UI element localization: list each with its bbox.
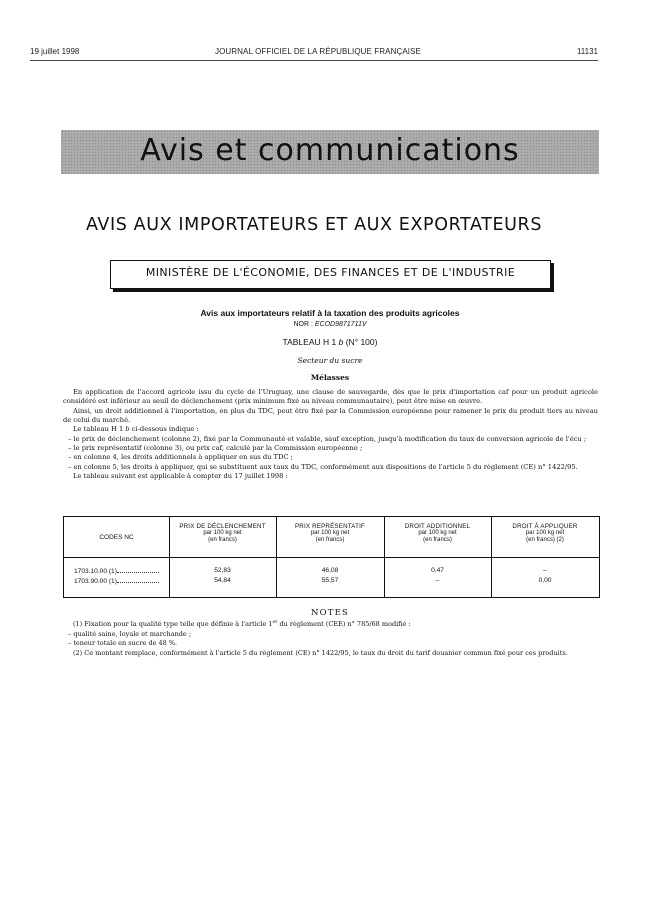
notice-title: Avis aux importateurs relatif à la taxation des produits agricoles — [200, 308, 460, 318]
table-cell-additionnel: – — [435, 577, 440, 584]
para3-suffix: ci-dessous indique : — [131, 425, 199, 434]
note-2: (2) Ce montant remplace, conformément à l'article 5 du règlement (CE) n° 1422/95, le taux du droit du tarif douanier commun fixé pour ces produits. — [73, 648, 568, 657]
table-cell-declenchement: 52,83 — [214, 567, 231, 574]
secteur-heading: Secteur du sucre — [297, 356, 363, 365]
column-title: PRIX DE DÉCLENCHEMENT — [179, 523, 266, 530]
tableau-suffix: (N° 100) — [345, 337, 378, 347]
notice-body — [63, 388, 598, 481]
notes-body — [63, 620, 598, 658]
note-1-prefix: (1) Fixation pour la qualité type telle que définie à l'article 1 — [73, 620, 273, 628]
table-cell-appliquer: – — [543, 567, 547, 574]
note-1 — [63, 620, 598, 630]
bullet-item: – en colonne 5, les droits à appliquer, qui se substituent aux taux du TDC, conformément aux dispositions de l'article 5 du règlement (CE) n° 1422/95. — [68, 462, 578, 471]
note-1-suffix: du règlement (CEE) n° 785/68 modifié : — [279, 620, 411, 628]
leader-dots — [117, 567, 159, 573]
para3-prefix: Le tableau H 1 — [73, 425, 124, 434]
table-cell-code — [74, 567, 159, 575]
section-banner — [61, 130, 599, 174]
body-paragraph-1: En application de l'accord agricole issu du cycle de l'Uruguay, une clause de sauvegarde, dès que le prix d'importation caf pour un produit agricole considéré est inférieur au seuil de déclenchement (prix minimum fixé au niveau communautaire), peut être mise en œuvre. — [63, 388, 598, 406]
bullet-item: – en colonne 4, les droits additionnels à appliquer en sus du TDC ; — [68, 453, 293, 462]
header-rule — [30, 60, 598, 61]
header-journal-title: JOURNAL OFFICIEL DE LA RÉPUBLIQUE FRANÇAISE — [215, 47, 421, 56]
column-title: DROIT À APPLIQUER — [512, 523, 578, 530]
column-header-declenchement — [169, 523, 276, 544]
column-title: PRIX REPRÉSENTATIF — [294, 523, 366, 530]
column-header-codes: CODES NC — [99, 534, 134, 541]
para3-b: b — [125, 425, 130, 434]
nor-label: NOR : — [293, 321, 313, 328]
column-subtitle: par 100 kg net (en francs) — [203, 530, 242, 543]
section-title: AVIS AUX IMPORTATEURS ET AUX EXPORTATEURS — [85, 215, 543, 235]
table-cell-representatif: 46,08 — [321, 567, 339, 574]
code-text: 1703.90.00 (1) — [74, 578, 117, 585]
notes-title: NOTES — [310, 608, 350, 618]
header-date: 19 juillet 1998 — [30, 47, 80, 56]
tableau-heading — [30, 337, 630, 347]
leader-dots — [117, 577, 159, 583]
ministry-box — [110, 260, 551, 289]
nor-code: ECOD9871711V — [314, 321, 367, 328]
banner-title: Avis et communications — [140, 133, 520, 168]
running-header — [30, 47, 598, 61]
bullet-item: – le prix de déclenchement (colonne 2), fixé par la Communauté et valable, sauf exception, jusqu'à modification du taux de conversion agricole de l'écu ; — [68, 434, 587, 443]
column-header-representatif — [276, 523, 384, 544]
tableau-b: b — [338, 337, 344, 347]
note-item: – qualité saine, loyale et marchande ; — [68, 629, 192, 638]
column-header-additionnel — [384, 523, 491, 544]
code-text: 1703.10.00 (1) — [74, 568, 117, 575]
body-paragraph-4: Le tableau suivant est applicable à compter du 17 juillet 1998 : — [73, 472, 288, 481]
product-heading: Mélasses — [310, 373, 350, 382]
note-1-sup: er — [272, 619, 278, 625]
column-subtitle: par 100 kg net (en francs) (2) — [525, 530, 565, 543]
table-cell-declenchement: 54,84 — [214, 577, 231, 584]
note-item: – teneur totale en sucre de 48 %. — [68, 639, 178, 648]
column-title: DROIT ADDITIONNEL — [404, 523, 471, 530]
column-header-appliquer — [491, 523, 599, 544]
table-cell-additionnel: 0,47 — [431, 567, 444, 574]
tariff-table — [63, 516, 600, 598]
tableau-prefix: TABLEAU H 1 — [282, 337, 337, 347]
ministry-name: MINISTÈRE DE L'ÉCONOMIE, DES FINANCES ET DE L'INDUSTRIE — [145, 266, 516, 279]
table-cell-code — [74, 577, 159, 585]
table-cell-appliquer: 0,00 — [538, 577, 552, 584]
column-subtitle: par 100 kg net (en francs) — [310, 530, 350, 543]
body-paragraph-3 — [63, 425, 598, 434]
body-paragraph-2: Ainsi, un droit additionnel à l'importation, en plus du TDC, peut être fixé par la Commission européenne pour ramener le prix du produit tiers au niveau de celui du marché. — [63, 406, 598, 425]
header-page-number: 11131 — [576, 47, 598, 56]
column-subtitle: par 100 kg net (en francs) — [418, 530, 457, 543]
nor-reference — [30, 321, 630, 328]
bullet-item: – le prix représentatif (colonne 3), ou prix caf, calculé par la Commission européenne ; — [68, 444, 363, 453]
table-cell-representatif: 55,57 — [321, 577, 339, 584]
